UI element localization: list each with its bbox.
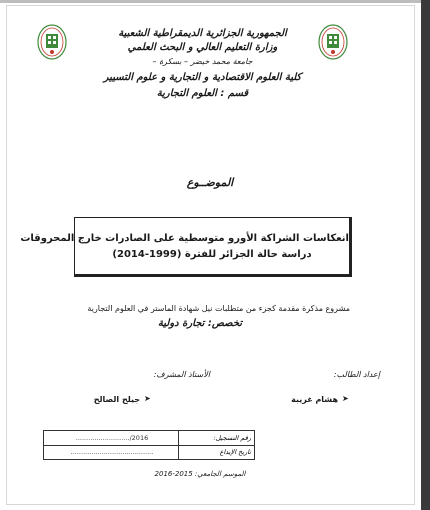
thesis-title-line1: انعكاسات الشراكة الأورو متوسطية على الصادرات خارج المحروقات [20, 233, 349, 244]
academic-year-value: 2016-2015 [154, 470, 193, 478]
university-name: جامعة محمد خيضر – بسكرة – [152, 57, 253, 66]
project-description: مشروع مذكرة مقدمة كجزء من متطلبات نيل شهادة الماستر في العلوم التجارية [87, 304, 350, 313]
university-seal-icon [318, 24, 348, 60]
registration-number-value: ........................../2016 [75, 434, 149, 442]
student-label: إعداد الطالب: [333, 370, 380, 379]
registration-number-label: رقم التسجيل: [178, 431, 254, 445]
student-name: هشام غريبة [291, 395, 338, 404]
ministry-name: وزارة التعليم العالي و البحث العلمي [127, 42, 278, 53]
deposit-date-value: ........................................ [70, 448, 154, 456]
thesis-title-line2: دراسة حالة الجزائر للفترة (1999-2014) [112, 249, 312, 260]
table-row [44, 431, 254, 446]
thesis-title-box [20, 217, 352, 277]
republic-name: الجمهورية الجزائرية الديمقراطية الشعبية [118, 28, 287, 39]
specialty-label: تخصص: تجارة دولية [157, 318, 243, 329]
supervisor-label: الأستاذ المشرف: [153, 370, 210, 379]
academic-year [100, 470, 300, 478]
bullet-icon: ➤ [144, 394, 151, 403]
supervisor-name: جيلح الصالح [93, 395, 140, 404]
viewer-edge [421, 0, 430, 510]
university-seal-icon [37, 24, 67, 60]
faculty-name: كلية العلوم الاقتصادية و التجارية و علوم التسيير [103, 72, 302, 83]
department-name: قسم : العلوم التجارية [156, 88, 249, 99]
registration-table [43, 430, 255, 460]
academic-year-label: الموسم الجامعي: [194, 470, 246, 478]
subject-label: الموضــوع [186, 176, 234, 189]
table-row [44, 445, 254, 459]
bullet-icon: ➤ [342, 394, 349, 403]
deposit-date-label: تاريخ الإيداع [178, 445, 254, 459]
top-rule [0, 0, 421, 3]
